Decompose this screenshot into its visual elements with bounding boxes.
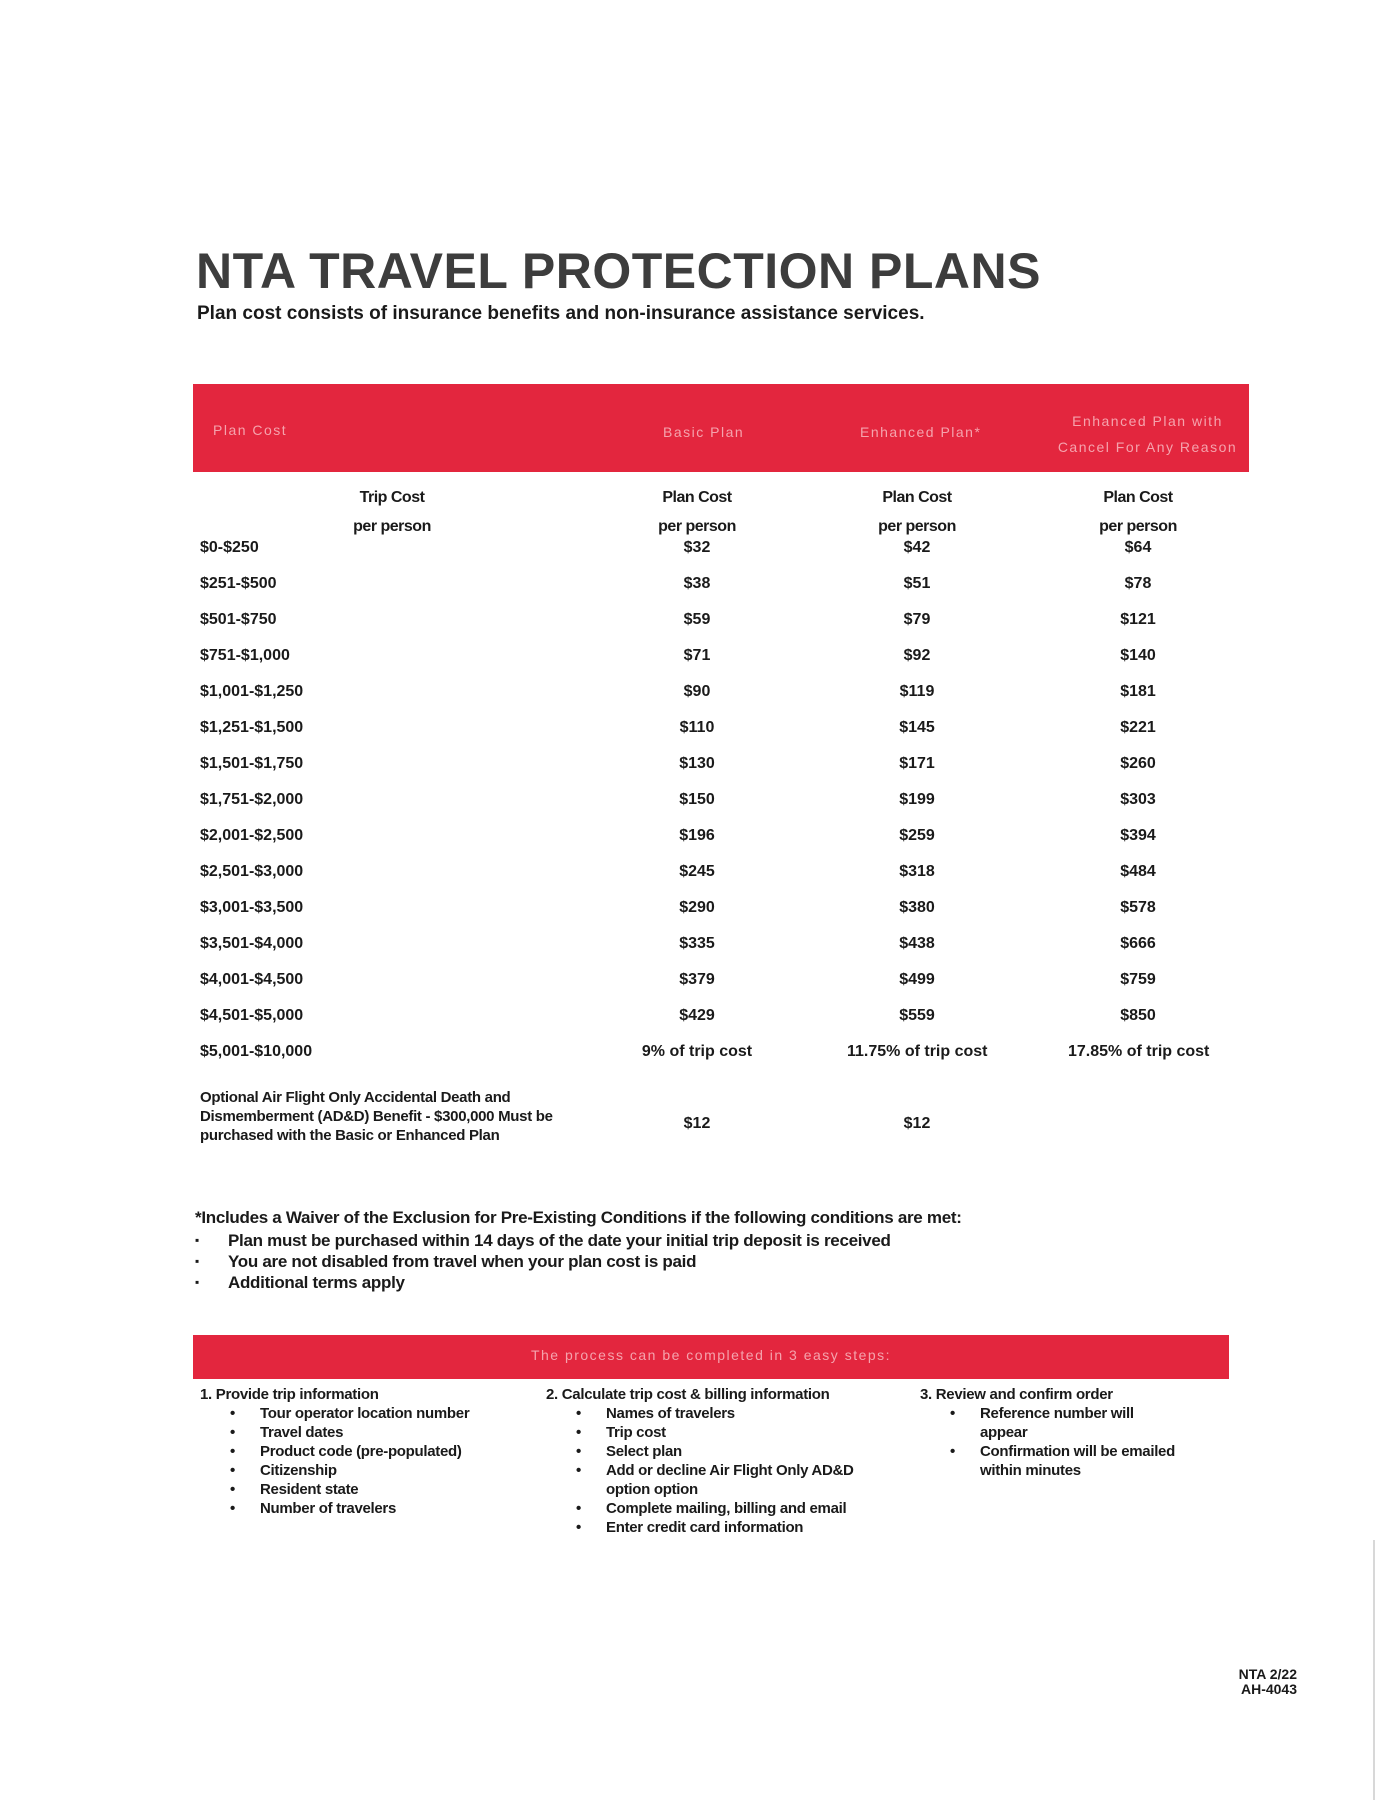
table-row xyxy=(197,971,1247,1001)
cfar-plan-cost: $759 xyxy=(1120,971,1156,988)
trip-cost-range: $501-$750 xyxy=(200,611,277,628)
table-row xyxy=(197,539,1247,569)
enhanced-plan-cost: 11.75% of trip cost xyxy=(847,1043,988,1060)
form-code: NTA 2/22 AH-4043 xyxy=(1238,1666,1297,1697)
cfar-plan-cost: $484 xyxy=(1120,863,1156,880)
trip-cost-range: $251-$500 xyxy=(200,575,277,592)
cfar-plan-cost: $260 xyxy=(1120,755,1156,772)
basic-plan-cost: $32 xyxy=(683,539,711,556)
enhanced-plan-cost: $438 xyxy=(899,935,935,952)
basic-plan-cost: $110 xyxy=(679,719,715,736)
list-item: • Reference number will appear xyxy=(920,1404,1180,1442)
cfar-plan-cost: $140 xyxy=(1120,647,1156,664)
step-calculate-trip-cost xyxy=(546,1385,886,1537)
table-row xyxy=(197,935,1247,965)
table-row xyxy=(197,575,1247,605)
trip-cost-range: $1,251-$1,500 xyxy=(200,719,304,736)
list-item: • Trip cost xyxy=(546,1423,886,1442)
column-header-enhanced: Plan Cost per person xyxy=(878,489,956,535)
header-basic-plan: Basic Plan xyxy=(663,424,745,440)
list-item: • Enter credit card information xyxy=(546,1518,886,1537)
step-title: 2. Calculate trip cost & billing information xyxy=(546,1386,830,1403)
trip-cost-range: $1,751-$2,000 xyxy=(200,791,304,808)
trip-cost-range: $1,001-$1,250 xyxy=(200,683,304,700)
enhanced-plan-cost: $559 xyxy=(899,1007,935,1024)
process-band xyxy=(193,1335,1229,1379)
optional-add-benefit-label: Optional Air Flight Only Accidental Death and Dismemberment (AD&D) Benefit - $300,000 Must be purchased with the Basic or Enhanced Plan xyxy=(200,1089,553,1144)
step-review-confirm xyxy=(920,1385,1180,1480)
table-row xyxy=(197,863,1247,893)
scan-edge-divider xyxy=(1373,1540,1375,1800)
column-header-trip-cost: Trip Cost per person xyxy=(353,489,431,535)
basic-plan-cost: 9% of trip cost xyxy=(641,1043,753,1060)
enhanced-plan-cost: $318 xyxy=(899,863,935,880)
list-item: ▪ Additional terms apply xyxy=(195,1272,1245,1293)
basic-plan-cost: $71 xyxy=(683,647,711,664)
page-subtitle: Plan cost consists of insurance benefits and non-insurance assistance services. xyxy=(197,303,925,324)
basic-plan-cost: $90 xyxy=(683,683,711,700)
table-row xyxy=(197,791,1247,821)
cfar-plan-cost: $850 xyxy=(1120,1007,1156,1024)
list-item: • Citizenship xyxy=(200,1461,500,1480)
cfar-plan-cost: $64 xyxy=(1124,539,1152,556)
table-row xyxy=(197,647,1247,677)
table-row xyxy=(197,611,1247,641)
basic-plan-cost: $290 xyxy=(679,899,715,916)
cfar-plan-cost: $181 xyxy=(1120,683,1156,700)
list-item: ▪ Plan must be purchased within 14 days of the date your initial trip deposit is received xyxy=(195,1230,1245,1251)
list-item: ▪ You are not disabled from travel when your plan cost is paid xyxy=(195,1251,1245,1272)
table-row xyxy=(197,719,1247,749)
trip-cost-range: $4,001-$4,500 xyxy=(200,971,304,988)
process-band-text: The process can be completed in 3 easy steps: xyxy=(530,1347,892,1363)
cfar-plan-cost: $394 xyxy=(1120,827,1156,844)
cfar-plan-cost: $303 xyxy=(1120,791,1156,808)
trip-cost-range: $2,001-$2,500 xyxy=(200,827,304,844)
list-item: • Confirmation will be emailed within minutes xyxy=(920,1442,1180,1480)
list-item: • Names of travelers xyxy=(546,1404,886,1423)
trip-cost-range: $0-$250 xyxy=(200,539,259,556)
table-row xyxy=(197,1043,1247,1073)
trip-cost-range: $3,001-$3,500 xyxy=(200,899,304,916)
optional-basic-cost: $12 xyxy=(683,1115,711,1132)
header-enhanced-cfar: Enhanced Plan with Cancel For Any Reason xyxy=(1057,413,1238,455)
page-title: NTA TRAVEL PROTECTION PLANS xyxy=(196,243,1041,299)
basic-plan-cost: $196 xyxy=(679,827,715,844)
cfar-plan-cost: $121 xyxy=(1120,611,1156,628)
enhanced-plan-cost: $51 xyxy=(903,575,931,592)
enhanced-plan-cost: $92 xyxy=(903,647,931,664)
header-enhanced-plan: Enhanced Plan* xyxy=(860,424,982,440)
basic-plan-cost: $38 xyxy=(683,575,711,592)
table-row xyxy=(197,683,1247,713)
cfar-plan-cost: $578 xyxy=(1120,899,1156,916)
step-provide-trip-info xyxy=(200,1385,500,1518)
basic-plan-cost: $150 xyxy=(679,791,715,808)
list-item: • Tour operator location number xyxy=(200,1404,500,1423)
trip-cost-range: $5,001-$10,000 xyxy=(200,1043,313,1060)
basic-plan-cost: $335 xyxy=(679,935,715,952)
column-header-enhanced-cfar: Plan Cost per person xyxy=(1099,489,1177,535)
trip-cost-range: $751-$1,000 xyxy=(200,647,290,664)
list-item: • Resident state xyxy=(200,1480,500,1499)
trip-cost-range: $4,501-$5,000 xyxy=(200,1007,304,1024)
enhanced-plan-cost: $79 xyxy=(903,611,931,628)
enhanced-plan-cost: $145 xyxy=(899,719,935,736)
waiver-list xyxy=(195,1230,1245,1293)
list-item: • Travel dates xyxy=(200,1423,500,1442)
basic-plan-cost: $245 xyxy=(679,863,715,880)
enhanced-plan-cost: $171 xyxy=(899,755,935,772)
cfar-plan-cost: $666 xyxy=(1120,935,1156,952)
list-item: • Product code (pre-populated) xyxy=(200,1442,500,1461)
trip-cost-range: $3,501-$4,000 xyxy=(200,935,304,952)
basic-plan-cost: $429 xyxy=(679,1007,715,1024)
header-plan-cost: Plan Cost xyxy=(213,422,288,438)
trip-cost-range: $1,501-$1,750 xyxy=(200,755,304,772)
enhanced-plan-cost: $380 xyxy=(899,899,935,916)
table-row xyxy=(197,755,1247,785)
column-header-basic: Plan Cost per person xyxy=(658,489,736,535)
list-item: • Add or decline Air Flight Only AD&D option option xyxy=(546,1461,886,1499)
step-title: 1. Provide trip information xyxy=(200,1386,379,1403)
waiver-section xyxy=(195,1208,1245,1293)
enhanced-plan-cost: $499 xyxy=(899,971,935,988)
enhanced-plan-cost: $42 xyxy=(903,539,931,556)
step-title: 3. Review and confirm order xyxy=(920,1386,1113,1403)
list-item: • Number of travelers xyxy=(200,1499,500,1518)
enhanced-plan-cost: $199 xyxy=(899,791,935,808)
enhanced-plan-cost: $259 xyxy=(899,827,935,844)
enhanced-plan-cost: $119 xyxy=(899,683,935,700)
trip-cost-range: $2,501-$3,000 xyxy=(200,863,304,880)
waiver-heading: *Includes a Waiver of the Exclusion for Pre-Existing Conditions if the following conditions are met: xyxy=(195,1208,962,1227)
cfar-plan-cost: 17.85% of trip cost xyxy=(1068,1043,1210,1060)
plan-header-band xyxy=(193,384,1249,472)
basic-plan-cost: $379 xyxy=(679,971,715,988)
list-item: • Select plan xyxy=(546,1442,886,1461)
cfar-plan-cost: $221 xyxy=(1120,719,1156,736)
table-row xyxy=(197,1007,1247,1037)
list-item: • Complete mailing, billing and email xyxy=(546,1499,886,1518)
optional-enhanced-cost: $12 xyxy=(903,1115,931,1132)
basic-plan-cost: $130 xyxy=(679,755,715,772)
table-row xyxy=(197,827,1247,857)
table-row xyxy=(197,899,1247,929)
cfar-plan-cost: $78 xyxy=(1124,575,1152,592)
basic-plan-cost: $59 xyxy=(683,611,711,628)
